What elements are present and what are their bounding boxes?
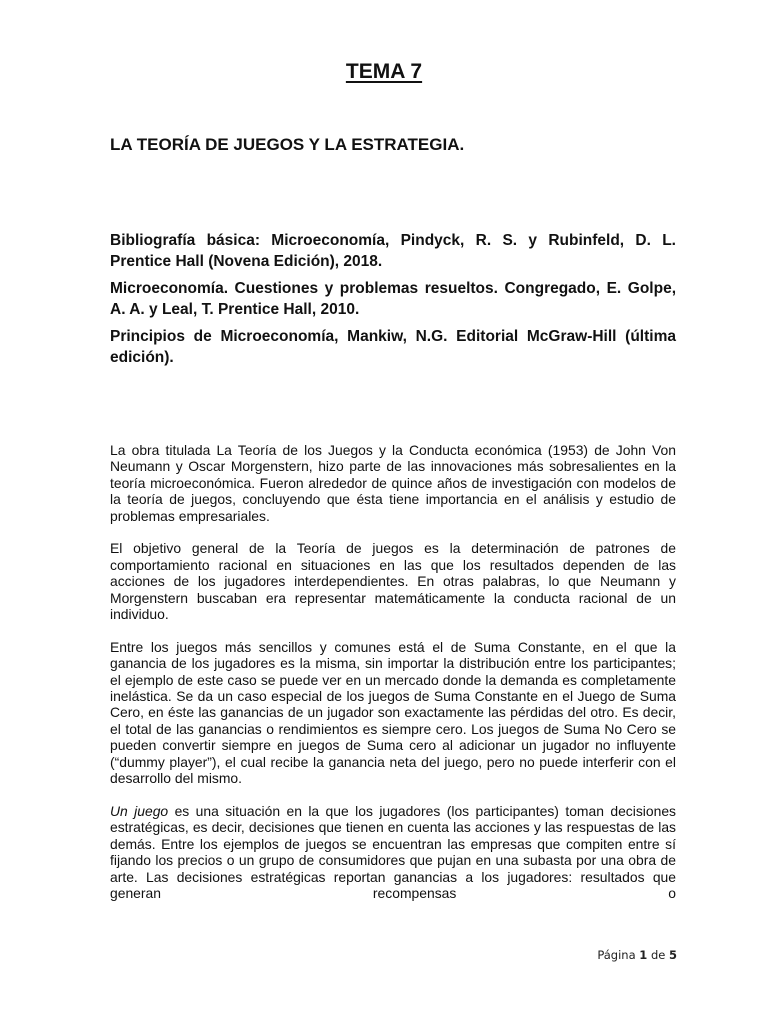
bibliography-entry: Bibliografía básica: Microeconomía, Pindyck, R. S. y Rubinfeld, D. L. Prentice Hall (Novena Edición), 2018.: [110, 232, 676, 270]
bibliography-entry: Principios de Microeconomía, Mankiw, N.G. Editorial McGraw-Hill (última edición).: [110, 328, 676, 366]
body-paragraph: Entre los juegos más sencillos y comunes está el de Suma Constante, en el que la ganancia de los jugadores es la misma, sin importar la distribución entre los participantes; el ejemplo de este caso se puede ver en un mercado donde la demanda es completamente inelástica. Se da un caso especial de los juegos de Suma Constante en el Juego de Suma Cero, en éste las ganancias de un jugador son exactamente las pérdidas del otro. Es decir, el total de las ganancias o rendimientos es siempre cero. Los juegos de Suma No Cero se pueden convertir siempre en juegos de Suma cero al adicionar un jugador no influyente (“dummy player”), el cual recibe la ganancia neta del juego, pero no puede interferir con el desarrollo del mismo.: [110, 638, 676, 787]
body-paragraph: La obra titulada La Teoría de los Juegos y la Conducta económica (1953) de John Von Neumann y Oscar Morgenstern, hizo parte de las innovaciones más sobresalientes en la teoría microeconómica. Fueron alrededor de quince años de investigación con modelos de la teoría de juegos, concluyendo que ésta tiene importancia en el análisis y estudio de problemas empresariales.: [110, 442, 676, 524]
italic-term: Un juego: [110, 802, 169, 819]
page-footer: [597, 948, 677, 962]
bibliography-entry: Microeconomía. Cuestiones y problemas resueltos. Congregado, E. Golpe, A. A. y Leal, T. Prentice Hall, 2010.: [110, 280, 676, 318]
body-text: [110, 442, 676, 901]
document-subtitle: LA TEORÍA DE JUEGOS Y LA ESTRATEGIA.: [110, 135, 465, 154]
current-page-number: 1: [639, 948, 648, 962]
document-title: TEMA 7: [345, 60, 423, 83]
paragraph-rest: es una situación en la que los jugadores (los participantes) toman decisiones estratégicas, es decir, decisiones que tienen en cuenta las acciones y las respuestas de las demás. Entre los ejemplos de juegos se encuentran las empresas que compiten entre sí fijando los precios o un grupo de consumidores que pujan en una subasta por una obra de arte. Las decisiones estratégicas reportan ganancias a los jugadores: resultados que generan recompensas o: [110, 802, 676, 901]
page-label: Página: [597, 948, 636, 962]
body-paragraph: El objetivo general de la Teoría de juegos es la determinación de patrones de comportamiento racional en situaciones en las que los resultados dependen de las acciones de los jugadores interdependientes. En otras palabras, lo que Neumann y Morgenstern buscaban era representar matemáticamente la conducta racional de un individuo.: [110, 540, 676, 623]
page-of-label: de: [650, 948, 666, 962]
bibliography-section: [110, 230, 676, 374]
total-pages-number: 5: [668, 948, 677, 962]
body-paragraph: [110, 803, 676, 901]
